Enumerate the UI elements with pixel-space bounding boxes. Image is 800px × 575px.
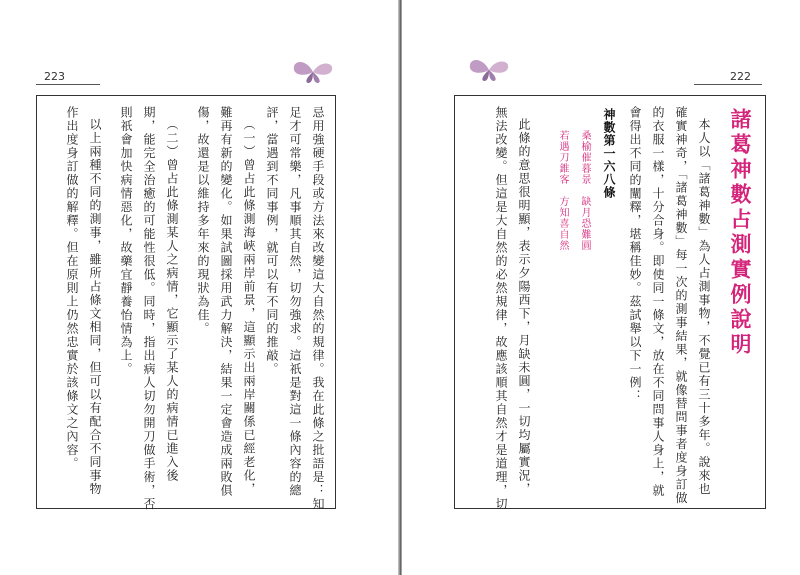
section-heading: 神數第一六八條 <box>602 108 616 199</box>
text-column: 足才可常樂，凡事順其自然，切勿強求。這祇是對這一條內容的總 <box>288 106 302 498</box>
page-title: 諸葛神數占測實例說明 <box>728 108 752 358</box>
text-column: 忌用強硬手段或方法來改變這大自然的規律。我在此條之批語是：知 <box>311 106 325 511</box>
text-column: （二）曾占此條測某人之病情，它顯示了某人的病情已進入後 <box>165 118 179 483</box>
text-column: 傷，故還是以維持多年來的現狀為佳。 <box>196 106 210 336</box>
left-text-frame <box>36 95 336 509</box>
left-page-number: 223 <box>44 70 65 83</box>
right-page-number: 222 <box>730 70 751 83</box>
text-column: （一）曾占此條測海峽兩岸前景，這顯示出兩岸關係已經老化， <box>242 118 256 496</box>
left-header-rule <box>36 84 100 85</box>
verse-line: 若遇刀錐客 方知喜自然 <box>557 130 568 251</box>
text-column: 無法改變。但這是大自然的必然規律，故應該順其自然才是道理，切 <box>494 106 508 511</box>
text-column: 此條的意思很明顯，表示夕陽西下，月缺未圓，一切均屬實況， <box>517 118 531 496</box>
text-column: 本人以「諸葛神數」為人占測事物，不覺已有三十多年。說來也 <box>697 118 711 496</box>
text-column: 期，能完全治癒的可能性很低。同時，指出病人切勿開刀做手術，否 <box>142 106 156 511</box>
right-page <box>402 0 800 575</box>
verse-line: 桑榆催暮景 缺月恐難圓 <box>579 130 590 251</box>
right-text-frame <box>454 95 766 509</box>
text-column: 難再有新的變化。如果試圖採用武力解決，結果一定會造成兩敗俱 <box>219 106 233 498</box>
text-column: 則祇會加快病情惡化，故藥宜靜養怡情為上。 <box>119 106 133 376</box>
right-header-rule <box>694 84 762 85</box>
butterfly-ornament-icon <box>288 56 338 84</box>
text-column: 以上兩種不同的測事，雖所占條文相同，但可以有配合不同事物 <box>88 118 102 496</box>
text-column: 會得出不同的闡釋，堪稱佳妙。茲試舉以下一例： <box>628 106 642 403</box>
text-column: 的衣服一樣，十分合身。即使同一條文，放在不同問事人身上，就 <box>651 106 665 498</box>
text-column: 評，當遇到不同事例，就可以有不同的推敲。 <box>265 106 279 376</box>
text-column: 確實神奇，「諸葛神數」每一次的測事結果，就像替問事者度身訂做 <box>674 106 688 505</box>
butterfly-ornament-icon <box>464 54 514 82</box>
text-column: 作出度身訂做的解釋。但在原則上仍然忠實於該條文之內容。 <box>65 106 79 471</box>
